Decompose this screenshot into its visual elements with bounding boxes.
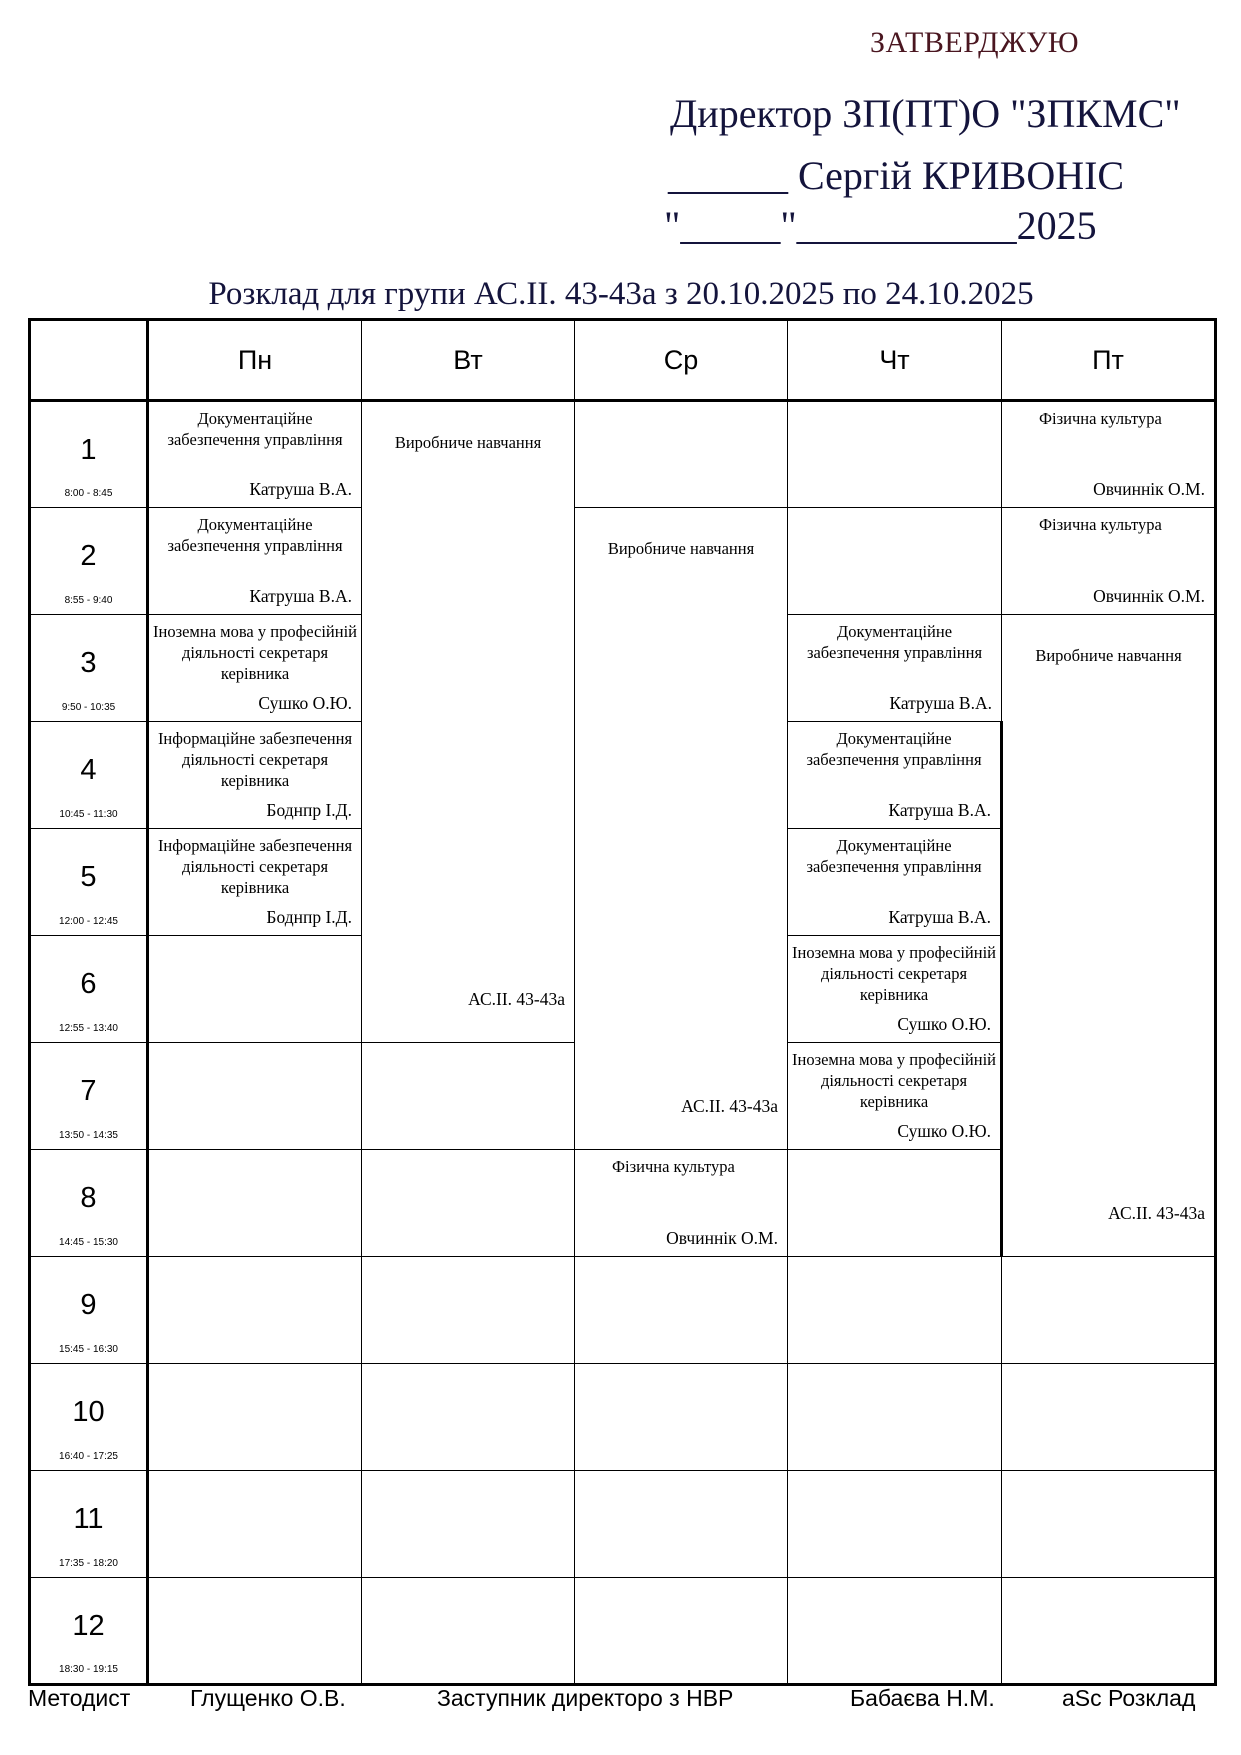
lesson-subject: Документаційне забезпечення управління bbox=[167, 409, 343, 449]
schedule-title: Розклад для групи АС.ІІ. 43-43а з 20.10.2025 по 24.10.2025 bbox=[208, 276, 1034, 312]
lesson-cell-empty bbox=[148, 1043, 362, 1150]
lesson-cell-empty bbox=[788, 1150, 1002, 1257]
period-time: 12:00 - 12:45 bbox=[59, 916, 118, 927]
lesson-cell-empty bbox=[788, 1257, 1002, 1364]
period-row bbox=[30, 508, 1216, 615]
lesson-teacher: Овчиннік О.М. bbox=[1093, 586, 1205, 606]
lesson-cell bbox=[788, 1043, 1002, 1150]
lesson-cell bbox=[148, 508, 362, 615]
period-time: 9:50 - 10:35 bbox=[61, 702, 116, 713]
footer-deputy-label: Заступник директоро з НВР bbox=[437, 1685, 734, 1711]
lesson-teacher: Овчиннік О.М. bbox=[666, 1228, 778, 1248]
lesson-cell-merged bbox=[362, 401, 575, 1043]
lesson-cell-empty bbox=[148, 936, 362, 1043]
period-number: 6 bbox=[80, 968, 97, 1000]
lesson-cell-empty bbox=[575, 401, 788, 508]
lesson-cell-empty bbox=[1002, 1364, 1216, 1471]
approval-stamp-text: ЗАТВЕРДЖУЮ bbox=[870, 26, 1080, 59]
period-time: 16:40 - 17:25 bbox=[59, 1451, 118, 1462]
lesson-subject: Інформаційне забезпечення діяльності секретаря керівника bbox=[157, 836, 353, 897]
lesson-teacher: Катруша В.А. bbox=[249, 479, 352, 499]
lesson-cell bbox=[1002, 508, 1216, 615]
period-row bbox=[30, 401, 1216, 508]
lesson-teacher: Боднпр І.Д. bbox=[266, 907, 352, 927]
period-number: 2 bbox=[80, 540, 97, 572]
lesson-cell bbox=[148, 615, 362, 722]
period-row bbox=[30, 1257, 1216, 1364]
lesson-cell bbox=[575, 1150, 788, 1257]
lesson-subject: Документаційне забезпечення управління bbox=[806, 729, 982, 769]
lesson-cell-empty bbox=[362, 1043, 575, 1150]
schedule-table bbox=[28, 318, 1217, 1686]
period-cell bbox=[30, 1364, 148, 1471]
day-header-row bbox=[30, 320, 1216, 401]
period-cell bbox=[30, 1043, 148, 1150]
day-header-mon: Пн bbox=[148, 320, 362, 401]
lesson-cell-empty bbox=[148, 1364, 362, 1471]
lesson-cell-empty bbox=[1002, 1257, 1216, 1364]
period-cell bbox=[30, 1257, 148, 1364]
day-header-thu: Чт bbox=[788, 320, 1002, 401]
period-number: 11 bbox=[73, 1503, 104, 1535]
footer-deputy-name: Бабаєва Н.М. bbox=[850, 1685, 995, 1711]
period-cell bbox=[30, 829, 148, 936]
day-header-fri: Пт bbox=[1002, 320, 1216, 401]
lesson-subject: Інформаційне забезпечення діяльності секретаря керівника bbox=[157, 729, 353, 790]
lesson-teacher: Овчиннік О.М. bbox=[1093, 479, 1205, 499]
lesson-teacher: Боднпр І.Д. bbox=[266, 800, 352, 820]
period-cell bbox=[30, 615, 148, 722]
period-time: 12:55 - 13:40 bbox=[59, 1023, 118, 1034]
lesson-cell-empty bbox=[575, 1471, 788, 1578]
lesson-cell-empty bbox=[788, 1471, 1002, 1578]
corner-cell bbox=[30, 320, 148, 401]
period-number: 4 bbox=[80, 754, 97, 786]
period-number: 12 bbox=[72, 1610, 105, 1642]
lesson-cell-empty bbox=[362, 1364, 575, 1471]
lesson-subject: Фізична культура bbox=[1039, 515, 1162, 534]
period-cell bbox=[30, 936, 148, 1043]
period-number: 8 bbox=[80, 1182, 97, 1214]
lesson-cell bbox=[788, 722, 1002, 829]
lesson-cell bbox=[148, 829, 362, 936]
lesson-cell-empty bbox=[148, 1471, 362, 1578]
period-time: 15:45 - 16:30 bbox=[59, 1344, 118, 1355]
lesson-cell-empty bbox=[788, 1364, 1002, 1471]
lesson-cell-empty bbox=[575, 1364, 788, 1471]
lesson-subject: Документаційне забезпечення управління bbox=[806, 836, 982, 876]
lesson-subject: Фізична культура bbox=[612, 1157, 735, 1176]
period-time: 17:35 - 18:20 bbox=[59, 1558, 118, 1569]
lesson-subject: Виробниче навчання bbox=[607, 539, 755, 558]
period-cell bbox=[30, 722, 148, 829]
period-row bbox=[30, 1578, 1216, 1685]
lesson-cell-merged bbox=[1002, 615, 1216, 1257]
lesson-teacher: Катруша В.А. bbox=[888, 800, 991, 820]
lesson-cell bbox=[788, 936, 1002, 1043]
lesson-cell-empty bbox=[362, 1471, 575, 1578]
director-title: Директор ЗП(ПТ)О "ЗПКМС" bbox=[670, 91, 1181, 136]
lesson-teacher: Сушко О.Ю. bbox=[897, 1014, 991, 1034]
period-time: 8:55 - 9:40 bbox=[64, 595, 113, 606]
lesson-cell-merged bbox=[575, 508, 788, 1150]
period-number: 5 bbox=[80, 861, 97, 893]
lesson-cell-empty bbox=[148, 1578, 362, 1685]
lesson-cell bbox=[148, 722, 362, 829]
period-cell bbox=[30, 1471, 148, 1578]
period-cell bbox=[30, 508, 148, 615]
lesson-cell bbox=[1002, 401, 1216, 508]
lesson-subject: Виробниче навчання bbox=[394, 433, 542, 452]
lesson-cell-empty bbox=[575, 1578, 788, 1685]
lesson-group: АС.ІІ. 43-43а bbox=[468, 989, 565, 1009]
period-number: 10 bbox=[72, 1396, 105, 1428]
footer-software-name: aSc Розклад bbox=[1062, 1685, 1196, 1711]
period-time: 18:30 - 19:15 bbox=[59, 1664, 118, 1675]
director-signature-line: ______ Сергій КРИВОНІС bbox=[668, 153, 1125, 198]
period-cell bbox=[30, 1150, 148, 1257]
lesson-subject: Документаційне забезпечення управління bbox=[167, 515, 343, 555]
period-time: 10:45 - 11:30 bbox=[59, 809, 118, 820]
period-cell bbox=[30, 401, 148, 508]
lesson-cell-empty bbox=[362, 1150, 575, 1257]
lesson-subject: Виробниче навчання bbox=[1035, 646, 1182, 665]
period-time: 8:00 - 8:45 bbox=[64, 488, 113, 499]
lesson-cell-empty bbox=[1002, 1471, 1216, 1578]
period-number: 1 bbox=[80, 434, 97, 466]
lesson-subject: Іноземна мова у професійній діяльності секретаря керівника bbox=[792, 1050, 996, 1111]
period-number: 9 bbox=[80, 1289, 97, 1321]
lesson-teacher: Катруша В.А. bbox=[889, 693, 992, 713]
lesson-cell-empty bbox=[362, 1257, 575, 1364]
lesson-group: АС.ІІ. 43-43а bbox=[1108, 1203, 1205, 1223]
period-number: 7 bbox=[80, 1075, 97, 1107]
period-row bbox=[30, 1364, 1216, 1471]
lesson-teacher: Катруша В.А. bbox=[249, 586, 352, 606]
approval-date-line: "_____"___________2025 bbox=[664, 203, 1097, 248]
lesson-cell-empty bbox=[788, 508, 1002, 615]
lesson-teacher: Сушко О.Ю. bbox=[897, 1121, 991, 1141]
period-time: 14:45 - 15:30 bbox=[59, 1237, 118, 1248]
lesson-subject: Іноземна мова у професійній діяльності секретаря керівника bbox=[792, 943, 996, 1004]
lesson-cell-empty bbox=[362, 1578, 575, 1685]
lesson-teacher: Сушко О.Ю. bbox=[258, 693, 352, 713]
lesson-group: АС.ІІ. 43-43а bbox=[681, 1096, 778, 1116]
lesson-cell-empty bbox=[148, 1150, 362, 1257]
lesson-subject: Фізична культура bbox=[1039, 409, 1162, 428]
lesson-subject: Іноземна мова у професійній діяльності секретаря керівника bbox=[153, 622, 357, 683]
day-header-wed: Ср bbox=[575, 320, 788, 401]
period-cell bbox=[30, 1578, 148, 1685]
lesson-cell-empty bbox=[788, 1578, 1002, 1685]
lesson-cell-empty bbox=[575, 1257, 788, 1364]
footer-methodist-name: Глущенко О.В. bbox=[190, 1685, 346, 1711]
footer-methodist-label: Методист bbox=[28, 1685, 131, 1711]
period-time: 13:50 - 14:35 bbox=[59, 1130, 118, 1141]
footer bbox=[0, 1685, 1241, 1715]
lesson-cell-empty bbox=[1002, 1578, 1216, 1685]
lesson-cell bbox=[788, 615, 1002, 722]
period-row bbox=[30, 1471, 1216, 1578]
period-number: 3 bbox=[80, 647, 97, 679]
lesson-cell-empty bbox=[788, 401, 1002, 508]
lesson-teacher: Катруша В.А. bbox=[888, 907, 991, 927]
lesson-subject: Документаційне забезпечення управління bbox=[806, 622, 983, 662]
lesson-cell-empty bbox=[148, 1257, 362, 1364]
lesson-cell bbox=[788, 829, 1002, 936]
day-header-tue: Вт bbox=[362, 320, 575, 401]
lesson-cell bbox=[148, 401, 362, 508]
